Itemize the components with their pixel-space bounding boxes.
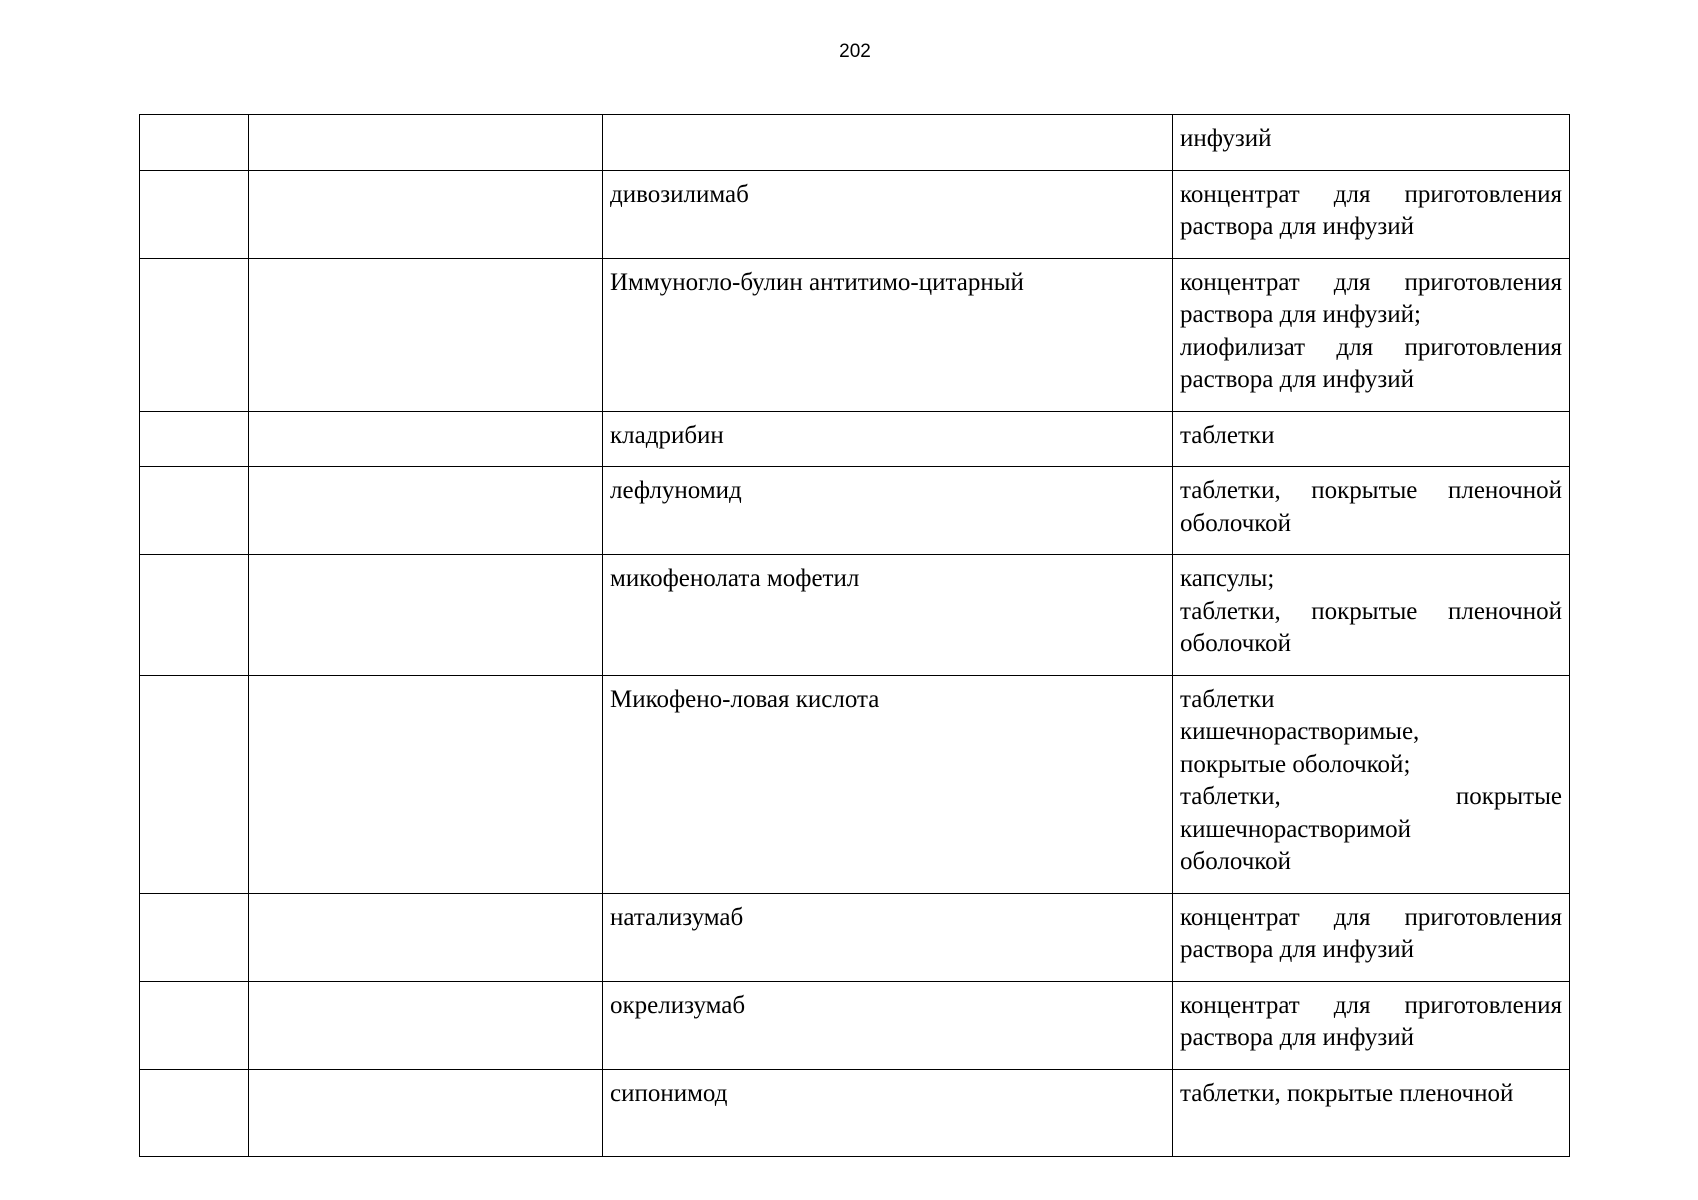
dosage-form-line: таблетки, покрытые пленочной bbox=[1180, 1079, 1514, 1107]
group-cell bbox=[249, 981, 603, 1069]
dosage-form-cell bbox=[1173, 258, 1570, 411]
group-cell bbox=[249, 675, 603, 893]
code-cell bbox=[140, 170, 249, 258]
drug-name-cell: сипонимод bbox=[603, 1069, 1173, 1156]
dosage-form-line: оболочкой bbox=[1180, 630, 1292, 657]
dosage-form-line: таблетки, покрытые пленочной bbox=[1180, 597, 1562, 625]
table-row bbox=[140, 467, 1570, 555]
dosage-form-line: раствора для инфузий bbox=[1180, 213, 1415, 240]
table-body bbox=[140, 115, 1570, 1157]
dosage-form-cell bbox=[1173, 115, 1570, 171]
dosage-form-cell bbox=[1173, 893, 1570, 981]
dosage-form-cell bbox=[1173, 170, 1570, 258]
code-cell bbox=[140, 675, 249, 893]
code-cell bbox=[140, 1069, 249, 1156]
table-row bbox=[140, 893, 1570, 981]
dosage-form-cell bbox=[1173, 1069, 1570, 1156]
dosage-form-cell bbox=[1173, 411, 1570, 467]
dosage-form-line: таблетки, покрытые пленочной bbox=[1180, 477, 1562, 504]
group-cell bbox=[249, 555, 603, 676]
code-cell bbox=[140, 411, 249, 467]
drug-table bbox=[139, 114, 1570, 1157]
table-row bbox=[140, 411, 1570, 467]
dosage-form-line: концентрат для приготовления bbox=[1180, 180, 1562, 208]
dosage-form-line: лиофилизат для приготовления bbox=[1180, 333, 1562, 361]
dosage-form-line: таблетки bbox=[1180, 685, 1275, 713]
table-row bbox=[140, 555, 1570, 676]
dosage-form-line: раствора для инфузий bbox=[1180, 1024, 1415, 1051]
page-number: 202 bbox=[839, 41, 871, 62]
drug-name-cell: дивозилимаб bbox=[603, 170, 1173, 258]
drug-name-cell: лефлуномид bbox=[603, 467, 1173, 555]
table-row bbox=[140, 258, 1570, 411]
table-row bbox=[140, 115, 1570, 171]
group-cell bbox=[249, 115, 603, 171]
group-cell bbox=[249, 411, 603, 467]
drug-name-cell bbox=[603, 115, 1173, 171]
dosage-form-line: таблетки bbox=[1180, 421, 1275, 449]
dosage-form-cell bbox=[1173, 675, 1570, 893]
group-cell bbox=[249, 467, 603, 555]
drug-name-cell: кладрибин bbox=[603, 411, 1173, 467]
drug-name-cell: микофенолата мофетил bbox=[603, 555, 1173, 676]
code-cell bbox=[140, 467, 249, 555]
dosage-form-line: кишечнорастворимой bbox=[1180, 815, 1412, 843]
group-cell bbox=[249, 170, 603, 258]
code-cell bbox=[140, 555, 249, 676]
dosage-form-line: таблетки, покрытые bbox=[1180, 783, 1562, 810]
dosage-form-cell bbox=[1173, 981, 1570, 1069]
dosage-form-line: концентрат для приготовления bbox=[1180, 991, 1562, 1019]
code-cell bbox=[140, 981, 249, 1069]
code-cell bbox=[140, 893, 249, 981]
drug-name-cell: Микофено-ловая кислота bbox=[603, 675, 1173, 893]
drug-name-cell: натализумаб bbox=[603, 893, 1173, 981]
table-row bbox=[140, 1069, 1570, 1156]
dosage-form-cell bbox=[1173, 467, 1570, 555]
group-cell bbox=[249, 893, 603, 981]
code-cell bbox=[140, 115, 249, 171]
table-row bbox=[140, 170, 1570, 258]
dosage-form-line: капсулы; bbox=[1180, 565, 1275, 592]
dosage-form-line: оболочкой bbox=[1180, 509, 1292, 537]
dosage-form-line: концентрат для приготовления bbox=[1180, 903, 1562, 931]
dosage-form-line: инфузий bbox=[1180, 125, 1272, 152]
dosage-form-line: раствора для инфузий bbox=[1180, 366, 1415, 393]
dosage-form-line: оболочкой bbox=[1180, 848, 1292, 875]
group-cell bbox=[249, 258, 603, 411]
dosage-form-cell bbox=[1173, 555, 1570, 676]
dosage-form-line: кишечнорастворимые, bbox=[1180, 718, 1420, 745]
table-row bbox=[140, 675, 1570, 893]
dosage-form-line: раствора для инфузий; bbox=[1180, 301, 1421, 328]
drug-name-cell: Иммуногло-булин антитимо-цитарный bbox=[603, 258, 1173, 411]
dosage-form-line: покрытые оболочкой; bbox=[1180, 750, 1411, 778]
drug-name-cell: окрелизумаб bbox=[603, 981, 1173, 1069]
group-cell bbox=[249, 1069, 603, 1156]
dosage-form-line: раствора для инфузий bbox=[1180, 936, 1415, 963]
dosage-form-line: концентрат для приготовления bbox=[1180, 268, 1562, 296]
table-row bbox=[140, 981, 1570, 1069]
code-cell bbox=[140, 258, 249, 411]
